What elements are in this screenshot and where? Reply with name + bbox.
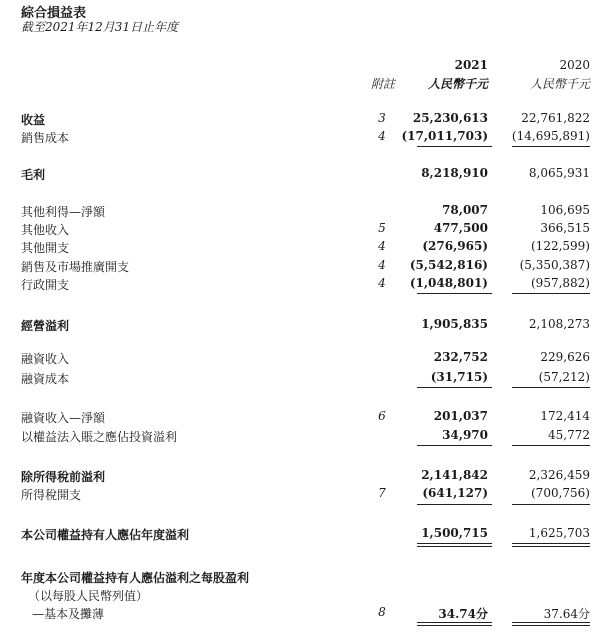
- total-rule-2021-lower: [417, 546, 492, 547]
- row-label: 本公司權益持有人應佔年度溢利: [21, 528, 190, 542]
- row-label: 毛利: [21, 168, 46, 182]
- row-label: 以權益法入賬之應佔投資溢利: [21, 430, 178, 444]
- row-value-2020: 229,626: [540, 350, 590, 364]
- col-2020-unit: 人民幣千元: [529, 77, 590, 91]
- row-value-2021: (17,011,703): [401, 129, 488, 143]
- eps-value-2021: 34.74分: [438, 607, 488, 621]
- eps-title: 年度本公司權益持有人應佔溢利之每股盈利: [21, 571, 250, 585]
- eps-value-2020: 37.64分: [543, 607, 590, 621]
- row-label: 經營溢利: [21, 319, 70, 333]
- note-column-header: 附註: [371, 77, 396, 91]
- row-label: 銷售成本: [21, 131, 70, 145]
- row-label: 其他利得—淨額: [21, 205, 106, 219]
- row-value-2020: (57,212): [538, 370, 590, 384]
- row-label: 融資收入: [21, 352, 70, 366]
- subtotal-rule-2020: [512, 146, 590, 147]
- row-note: 3: [378, 111, 386, 125]
- row-value-2020: 45,772: [548, 428, 590, 442]
- col-2021-year: 2021: [454, 58, 488, 72]
- row-value-2021: (5,542,816): [409, 258, 488, 272]
- row-value-2020: (122,599): [531, 239, 590, 253]
- row-label: 銷售及市場推廣開支: [21, 260, 130, 274]
- row-value-2020: 2,108,273: [528, 317, 590, 331]
- row-note: 7: [378, 486, 386, 500]
- total-rule-2020-lower: [512, 546, 590, 547]
- row-value-2020: (14,695,891): [511, 129, 590, 143]
- row-value-2020: (957,882): [531, 276, 590, 290]
- subtotal-rule-2020: [512, 387, 590, 388]
- subtotal-rule-2021: [417, 293, 492, 294]
- row-value-2021: 34,970: [442, 428, 488, 442]
- row-value-2020: 1,625,703: [528, 526, 590, 540]
- eps-rule-2021-upper: [417, 622, 492, 623]
- subtotal-rule-2020: [512, 504, 590, 505]
- eps-basic-diluted-label: —基本及攤薄: [32, 607, 105, 621]
- row-value-2021: 8,218,910: [421, 166, 488, 180]
- row-note: 6: [378, 409, 386, 423]
- row-value-2020: (5,350,387): [519, 258, 590, 272]
- total-rule-2021-upper: [417, 543, 492, 544]
- col-2020-year: 2020: [559, 58, 590, 72]
- row-value-2020: 2,326,459: [528, 468, 590, 482]
- subtotal-rule-2021: [417, 445, 492, 446]
- row-label: 行政開支: [21, 278, 70, 292]
- row-label: 其他收入: [21, 223, 70, 237]
- statement-period: 截至2021年12月31日止年度: [21, 20, 179, 34]
- statement-title: 綜合損益表: [21, 6, 87, 21]
- row-label: 收益: [21, 113, 46, 127]
- row-value-2021: (276,965): [422, 239, 488, 253]
- col-2021-unit: 人民幣千元: [427, 77, 488, 91]
- row-value-2021: 201,037: [433, 409, 488, 423]
- row-note: 4: [378, 258, 386, 272]
- row-value-2021: (31,715): [430, 370, 488, 384]
- row-value-2020: 106,695: [540, 203, 590, 217]
- row-label: 除所得稅前溢利: [21, 470, 106, 484]
- row-note: 4: [378, 239, 386, 253]
- row-value-2021: 78,007: [442, 203, 488, 217]
- row-value-2021: 25,230,613: [412, 111, 488, 125]
- row-note: 4: [378, 276, 386, 290]
- subtotal-rule-2021: [417, 387, 492, 388]
- subtotal-rule-2020: [512, 293, 590, 294]
- eps-note: 8: [378, 605, 386, 619]
- row-value-2021: 2,141,842: [421, 468, 488, 482]
- row-label: 其他開支: [21, 241, 70, 255]
- row-value-2020: 22,761,822: [521, 111, 590, 125]
- row-value-2020: 8,065,931: [528, 166, 590, 180]
- row-label: 融資成本: [21, 372, 70, 386]
- row-label: 所得稅開支: [21, 488, 82, 502]
- row-value-2020: 366,515: [540, 221, 590, 235]
- row-value-2021: (641,127): [422, 486, 488, 500]
- row-value-2021: (1,048,801): [409, 276, 488, 290]
- subtotal-rule-2020: [512, 445, 590, 446]
- eps-rule-2021-lower: [417, 625, 492, 626]
- eps-subtitle: （以每股人民幣列值）: [28, 589, 149, 603]
- row-value-2021: 477,500: [433, 221, 488, 235]
- row-value-2021: 232,752: [433, 350, 488, 364]
- row-label: 融資收入—淨額: [21, 411, 106, 425]
- row-value-2021: 1,500,715: [421, 526, 488, 540]
- subtotal-rule-2021: [417, 146, 492, 147]
- eps-rule-2020-upper: [512, 622, 590, 623]
- eps-rule-2020-lower: [512, 625, 590, 626]
- total-rule-2020-upper: [512, 543, 590, 544]
- row-note: 4: [378, 129, 386, 143]
- row-value-2020: 172,414: [540, 409, 590, 423]
- row-note: 5: [378, 221, 386, 235]
- row-value-2020: (700,756): [531, 486, 590, 500]
- row-value-2021: 1,905,835: [421, 317, 488, 331]
- subtotal-rule-2021: [417, 504, 492, 505]
